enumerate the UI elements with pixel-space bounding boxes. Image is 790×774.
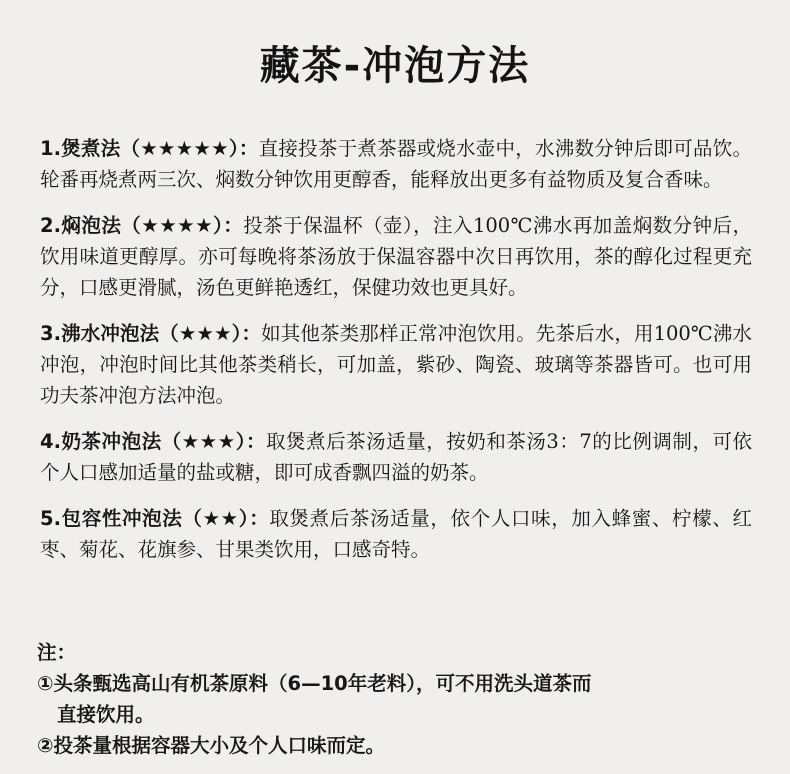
method-heading: 1.煲煮法（★★★★★）： xyxy=(40,137,259,160)
method-heading: 5.包容性冲泡法（★★）： xyxy=(40,507,270,530)
note-text: ②投茶量根据容器大小及个人口味而定。 xyxy=(37,734,386,757)
method-description: 取煲煮后茶汤适量，依个人口味，加入蜂蜜、柠檬、红枣、菊花、花旗参、甘果类饮用，口感奇特。 xyxy=(40,507,752,561)
method-boiling-water-brew xyxy=(40,318,752,411)
method-description: 取煲煮后茶汤适量，按奶和茶汤3：7的比例调制，可依个人口感加适量的盐或糖，即可成香飘四溢的奶茶。 xyxy=(40,430,752,484)
method-description: 如其他茶类那样正常冲泡饮用。先茶后水，用100℃沸水冲泡，冲泡时间比其他茶类稍长，可加盖，紫砂、陶瓷、玻璃等茶器皆可。也可用功夫茶冲泡方法冲泡。 xyxy=(40,322,752,407)
brewing-methods xyxy=(40,133,752,580)
method-milk-tea xyxy=(40,426,752,488)
notes-label: 注： xyxy=(37,641,77,664)
method-inclusive-brew xyxy=(40,503,752,565)
note-text: ①头条甄选高山有机茶原料（6—10年老料），可不用洗头道茶而 xyxy=(37,672,592,695)
method-steeping xyxy=(40,210,752,303)
method-heading: 3.沸水冲泡法（★★★）： xyxy=(40,322,262,345)
method-heading: 2.焖泡法（★★★★）： xyxy=(40,214,244,237)
page-title: 藏茶-冲泡方法 xyxy=(259,43,531,89)
note-item xyxy=(37,668,757,730)
note-text-continued: 直接饮用。 xyxy=(57,703,155,726)
method-boiling xyxy=(40,133,752,195)
method-description: 直接投茶于煮茶器或烧水壶中，水沸数分钟后即可品饮。轮番再烧煮两三次、焖数分钟饮用更醇香，能释放出更多有益物质及复合香味。 xyxy=(40,137,752,191)
notes-section xyxy=(37,637,757,761)
note-item xyxy=(37,730,757,761)
method-description: 投茶于保温杯（壶），注入100℃沸水再加盖焖数分钟后，饮用味道更醇厚。亦可每晚将茶汤放于保温容器中次日再饮用，茶的醇化过程更充分，口感更滑腻，汤色更鲜艳透红，保健功效也更具好。 xyxy=(40,214,752,299)
method-heading: 4.奶茶冲泡法（★★★）： xyxy=(40,430,267,453)
